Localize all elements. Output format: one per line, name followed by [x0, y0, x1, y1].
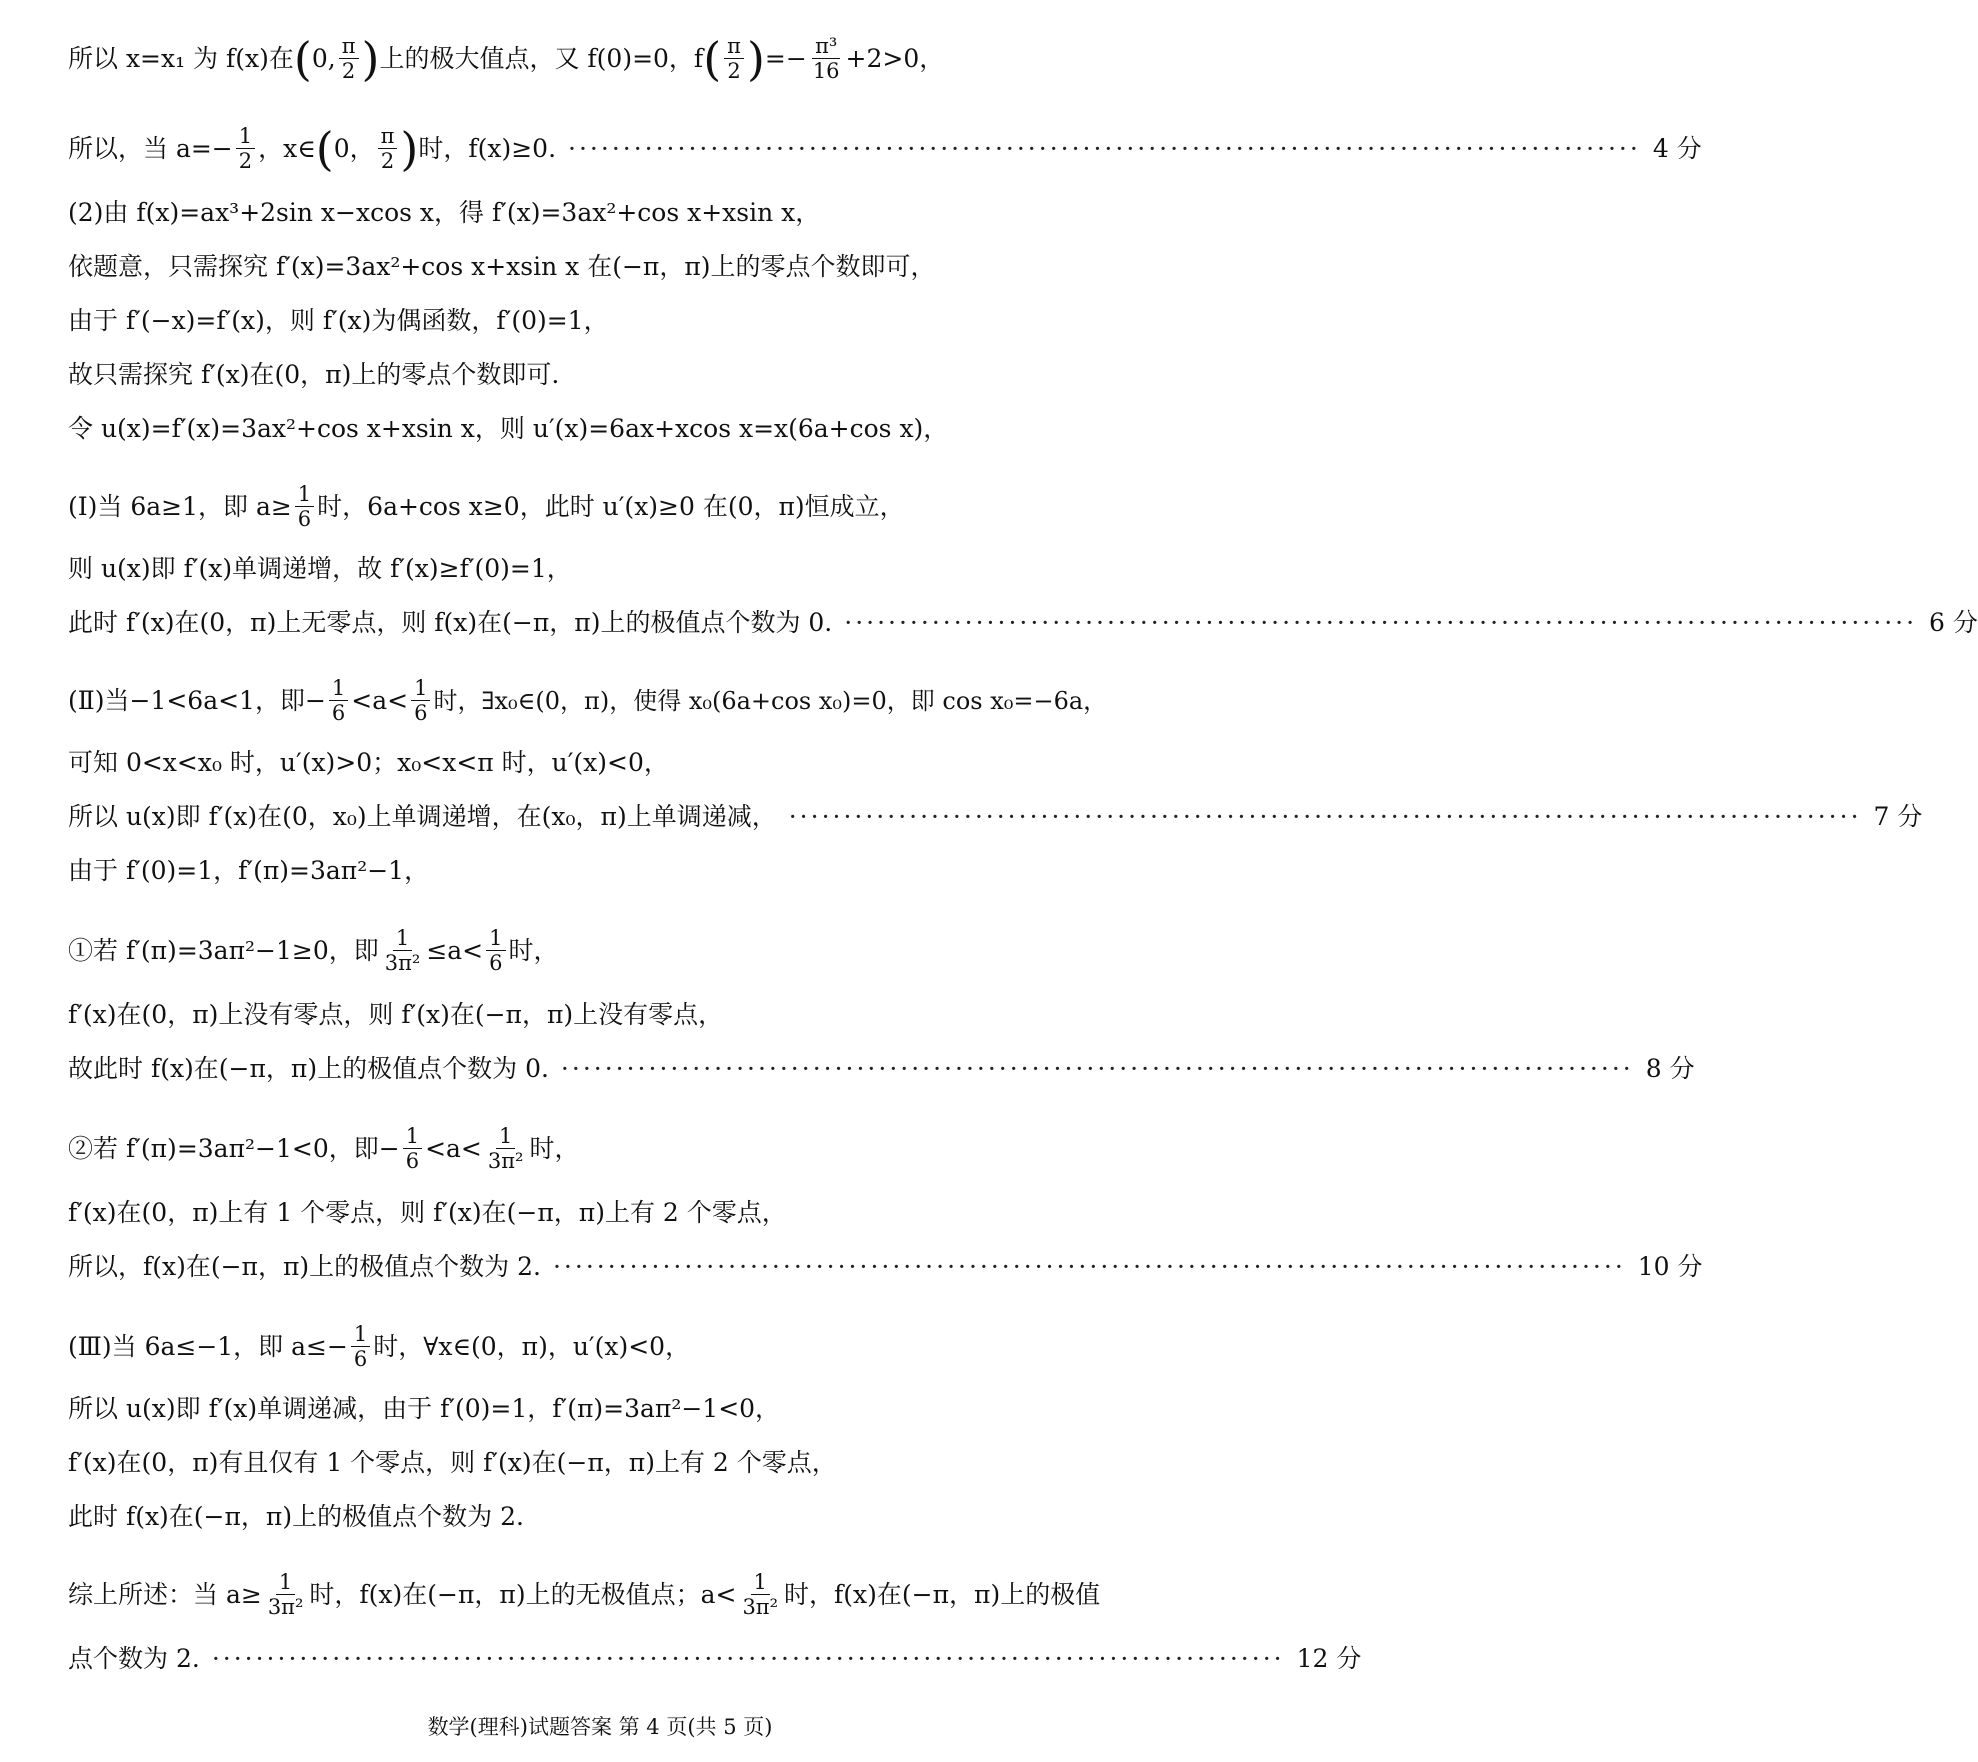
- fraction-1-over-6: $\frac{1}{6}$: [403, 1124, 422, 1173]
- paren-right: ): [361, 31, 380, 86]
- line-20: [68, 1250, 1703, 1284]
- text: ≤a<: [426, 935, 484, 965]
- fraction-1-over-6: $\frac{1}{6}$: [295, 482, 314, 531]
- dot-leader: ··································································································: [788, 802, 1862, 831]
- text: 0，: [333, 133, 375, 163]
- text: +2>0，: [845, 43, 945, 73]
- text: (Ⅰ)当 6a≥1，即 a≥: [68, 491, 292, 521]
- text: 所以 x=x₁ 为 f(x)在: [68, 43, 294, 73]
- line-15: [68, 926, 1158, 975]
- fraction-1-over-6: $\frac{1}{6}$: [486, 926, 505, 975]
- fraction-1-over-6: $\frac{1}{6}$: [329, 676, 348, 725]
- text: 时，∃x₀∈(0，π)，使得 x₀(6a+cos x₀)=0，即 cos x₀=−6a，: [433, 686, 1108, 715]
- text: 时，: [529, 1133, 580, 1163]
- text: 时，6a+cos x≥0，此时 u′(x)≥0 在(0，π)恒成立，: [317, 491, 905, 521]
- line-10: [68, 606, 1978, 640]
- score-mark: 8 分: [1645, 1054, 1695, 1083]
- dot-leader: ··································································································: [552, 1252, 1626, 1281]
- paren-right: ): [746, 31, 765, 86]
- paren-left: (: [315, 121, 334, 176]
- line-11: [68, 676, 1158, 725]
- text: 时，∀x∈(0，π)，u′(x)<0，: [373, 1331, 691, 1361]
- fraction-pi-over-2: $\frac{\pi}{2}$: [339, 34, 359, 83]
- dot-leader: ··································································································: [844, 608, 1918, 637]
- line-21: [68, 1322, 1158, 1371]
- text: 此时 f′(x)在(0，π)上无零点，则 f(x)在(−π，π)上的极值点个数为 0.: [68, 608, 833, 637]
- line-19: f′(x)在(0，π)上有 1 个零点，则 f′(x)在(−π，π)上有 2 个零点，: [68, 1198, 787, 1227]
- dot-leader: ··································································································: [211, 1644, 1285, 1673]
- paren-left: (: [703, 31, 722, 86]
- text: ②若 f′(π)=3aπ²−1<0，即−: [68, 1133, 400, 1163]
- score-mark: 6 分: [1929, 608, 1978, 637]
- paren-left: (: [293, 31, 312, 86]
- text: 所以，f(x)在(−π，π)上的极值点个数为 2.: [68, 1252, 541, 1281]
- score-mark: 7 分: [1873, 802, 1923, 831]
- text: ，x∈: [258, 133, 316, 163]
- fraction-1-over-6: $\frac{1}{6}$: [411, 676, 430, 725]
- line-17: [68, 1052, 1695, 1086]
- text: (Ⅱ)当−1<6a<1，即−: [68, 685, 326, 715]
- page-footer: 数学(理科)试题答案 第 4 页(共 5 页): [427, 1715, 773, 1739]
- fraction-pi-over-2: $\frac{\pi}{2}$: [378, 124, 398, 173]
- line-6: 故只需探究 f′(x)在(0，π)上的零点个数即可.: [68, 360, 560, 389]
- text: 时，: [508, 935, 559, 965]
- fraction-1-over-3pi2: $\frac{1}{\text{3π²}}$: [487, 1124, 524, 1173]
- fraction-1-over-6: $\frac{1}{6}$: [351, 1322, 370, 1371]
- fraction-pi3-over-16: $\frac{\text{π³}}{16}$: [812, 34, 840, 83]
- line-7: 令 u(x)=f′(x)=3ax²+cos x+xsin x，则 u′(x)=6ax+xcos x=x(6a+cos x)，: [68, 414, 949, 443]
- line-14: 由于 f′(0)=1，f′(π)=3aπ²−1，: [68, 856, 430, 885]
- text: 故此时 f(x)在(−π，π)上的极值点个数为 0.: [68, 1054, 549, 1083]
- line-12: 可知 0<x<x₀ 时，u′(x)>0；x₀<x<π 时，u′(x)<0，: [68, 748, 669, 777]
- text: 所以，当 a=−: [68, 133, 233, 163]
- line-13: [68, 800, 1923, 834]
- text: (Ⅲ)当 6a≤−1，即 a≤−: [68, 1331, 348, 1361]
- line-26: [68, 1642, 1362, 1676]
- line-16: f′(x)在(0，π)上没有零点，则 f′(x)在(−π，π)上没有零点，: [68, 1000, 724, 1029]
- score-mark: 10 分: [1637, 1252, 1703, 1281]
- line-23: f′(x)在(0，π)有且仅有 1 个零点，则 f′(x)在(−π，π)上有 2 个零点，: [68, 1448, 837, 1477]
- line-3: (2)由 f(x)=ax³+2sin x−xcos x，得 f′(x)=3ax²+cos x+xsin x，: [68, 198, 821, 227]
- text: 0,: [311, 43, 336, 73]
- score-mark: 4 分: [1652, 133, 1702, 163]
- text: 时，f(x)≥0.: [418, 133, 557, 163]
- line-9: 则 u(x)即 f′(x)单调递增，故 f′(x)≥f′(0)=1，: [68, 554, 572, 583]
- line-25: [68, 1570, 1158, 1619]
- line-8: [68, 482, 1158, 531]
- line-18: [68, 1124, 1158, 1173]
- line-2: [68, 121, 1702, 176]
- line-5: 由于 f′(−x)=f′(x)，则 f′(x)为偶函数，f′(0)=1，: [68, 306, 609, 335]
- text: <a<: [351, 685, 409, 715]
- text: =−: [764, 43, 807, 73]
- text: ①若 f′(π)=3aπ²−1≥0，即: [68, 935, 379, 965]
- text: 综上所述：当 a≥: [68, 1579, 262, 1609]
- fraction-1-over-2: $\frac{1}{2}$: [236, 124, 255, 173]
- paren-right: ): [400, 121, 419, 176]
- line-4: 依题意，只需探究 f′(x)=3ax²+cos x+xsin x 在(−π，π)上的零点个数即可，: [68, 252, 936, 281]
- fraction-1-over-3pi2: $\frac{1}{\text{3π²}}$: [267, 1570, 304, 1619]
- text: <a<: [425, 1133, 482, 1163]
- text: 点个数为 2.: [68, 1644, 200, 1673]
- fraction-1-over-3pi2: $\frac{1}{\text{3π²}}$: [384, 926, 421, 975]
- text: 上的极大值点，又 f(0)=0，f: [379, 43, 704, 73]
- dot-leader: ··································································································: [568, 133, 1641, 163]
- line-1: [68, 31, 1158, 86]
- line-24: 此时 f(x)在(−π，π)上的极值点个数为 2.: [68, 1502, 524, 1531]
- text: 时，f(x)在(−π，π)上的无极值点；a<: [309, 1579, 737, 1609]
- dot-leader: ··································································································: [560, 1054, 1634, 1083]
- fraction-1-over-3pi2: $\frac{1}{\text{3π²}}$: [742, 1570, 779, 1619]
- line-22: 所以 u(x)即 f′(x)单调递减，由于 f′(0)=1，f′(π)=3aπ²−1<0，: [68, 1394, 781, 1423]
- text: 所以 u(x)即 f′(x)在(0，x₀)上单调递增，在(x₀，π)上单调递减，: [68, 802, 777, 831]
- text: 时，f(x)在(−π，π)上的极值: [784, 1579, 1101, 1609]
- score-mark: 12 分: [1296, 1644, 1362, 1673]
- fraction-pi-over-2: $\frac{\pi}{2}$: [724, 34, 744, 83]
